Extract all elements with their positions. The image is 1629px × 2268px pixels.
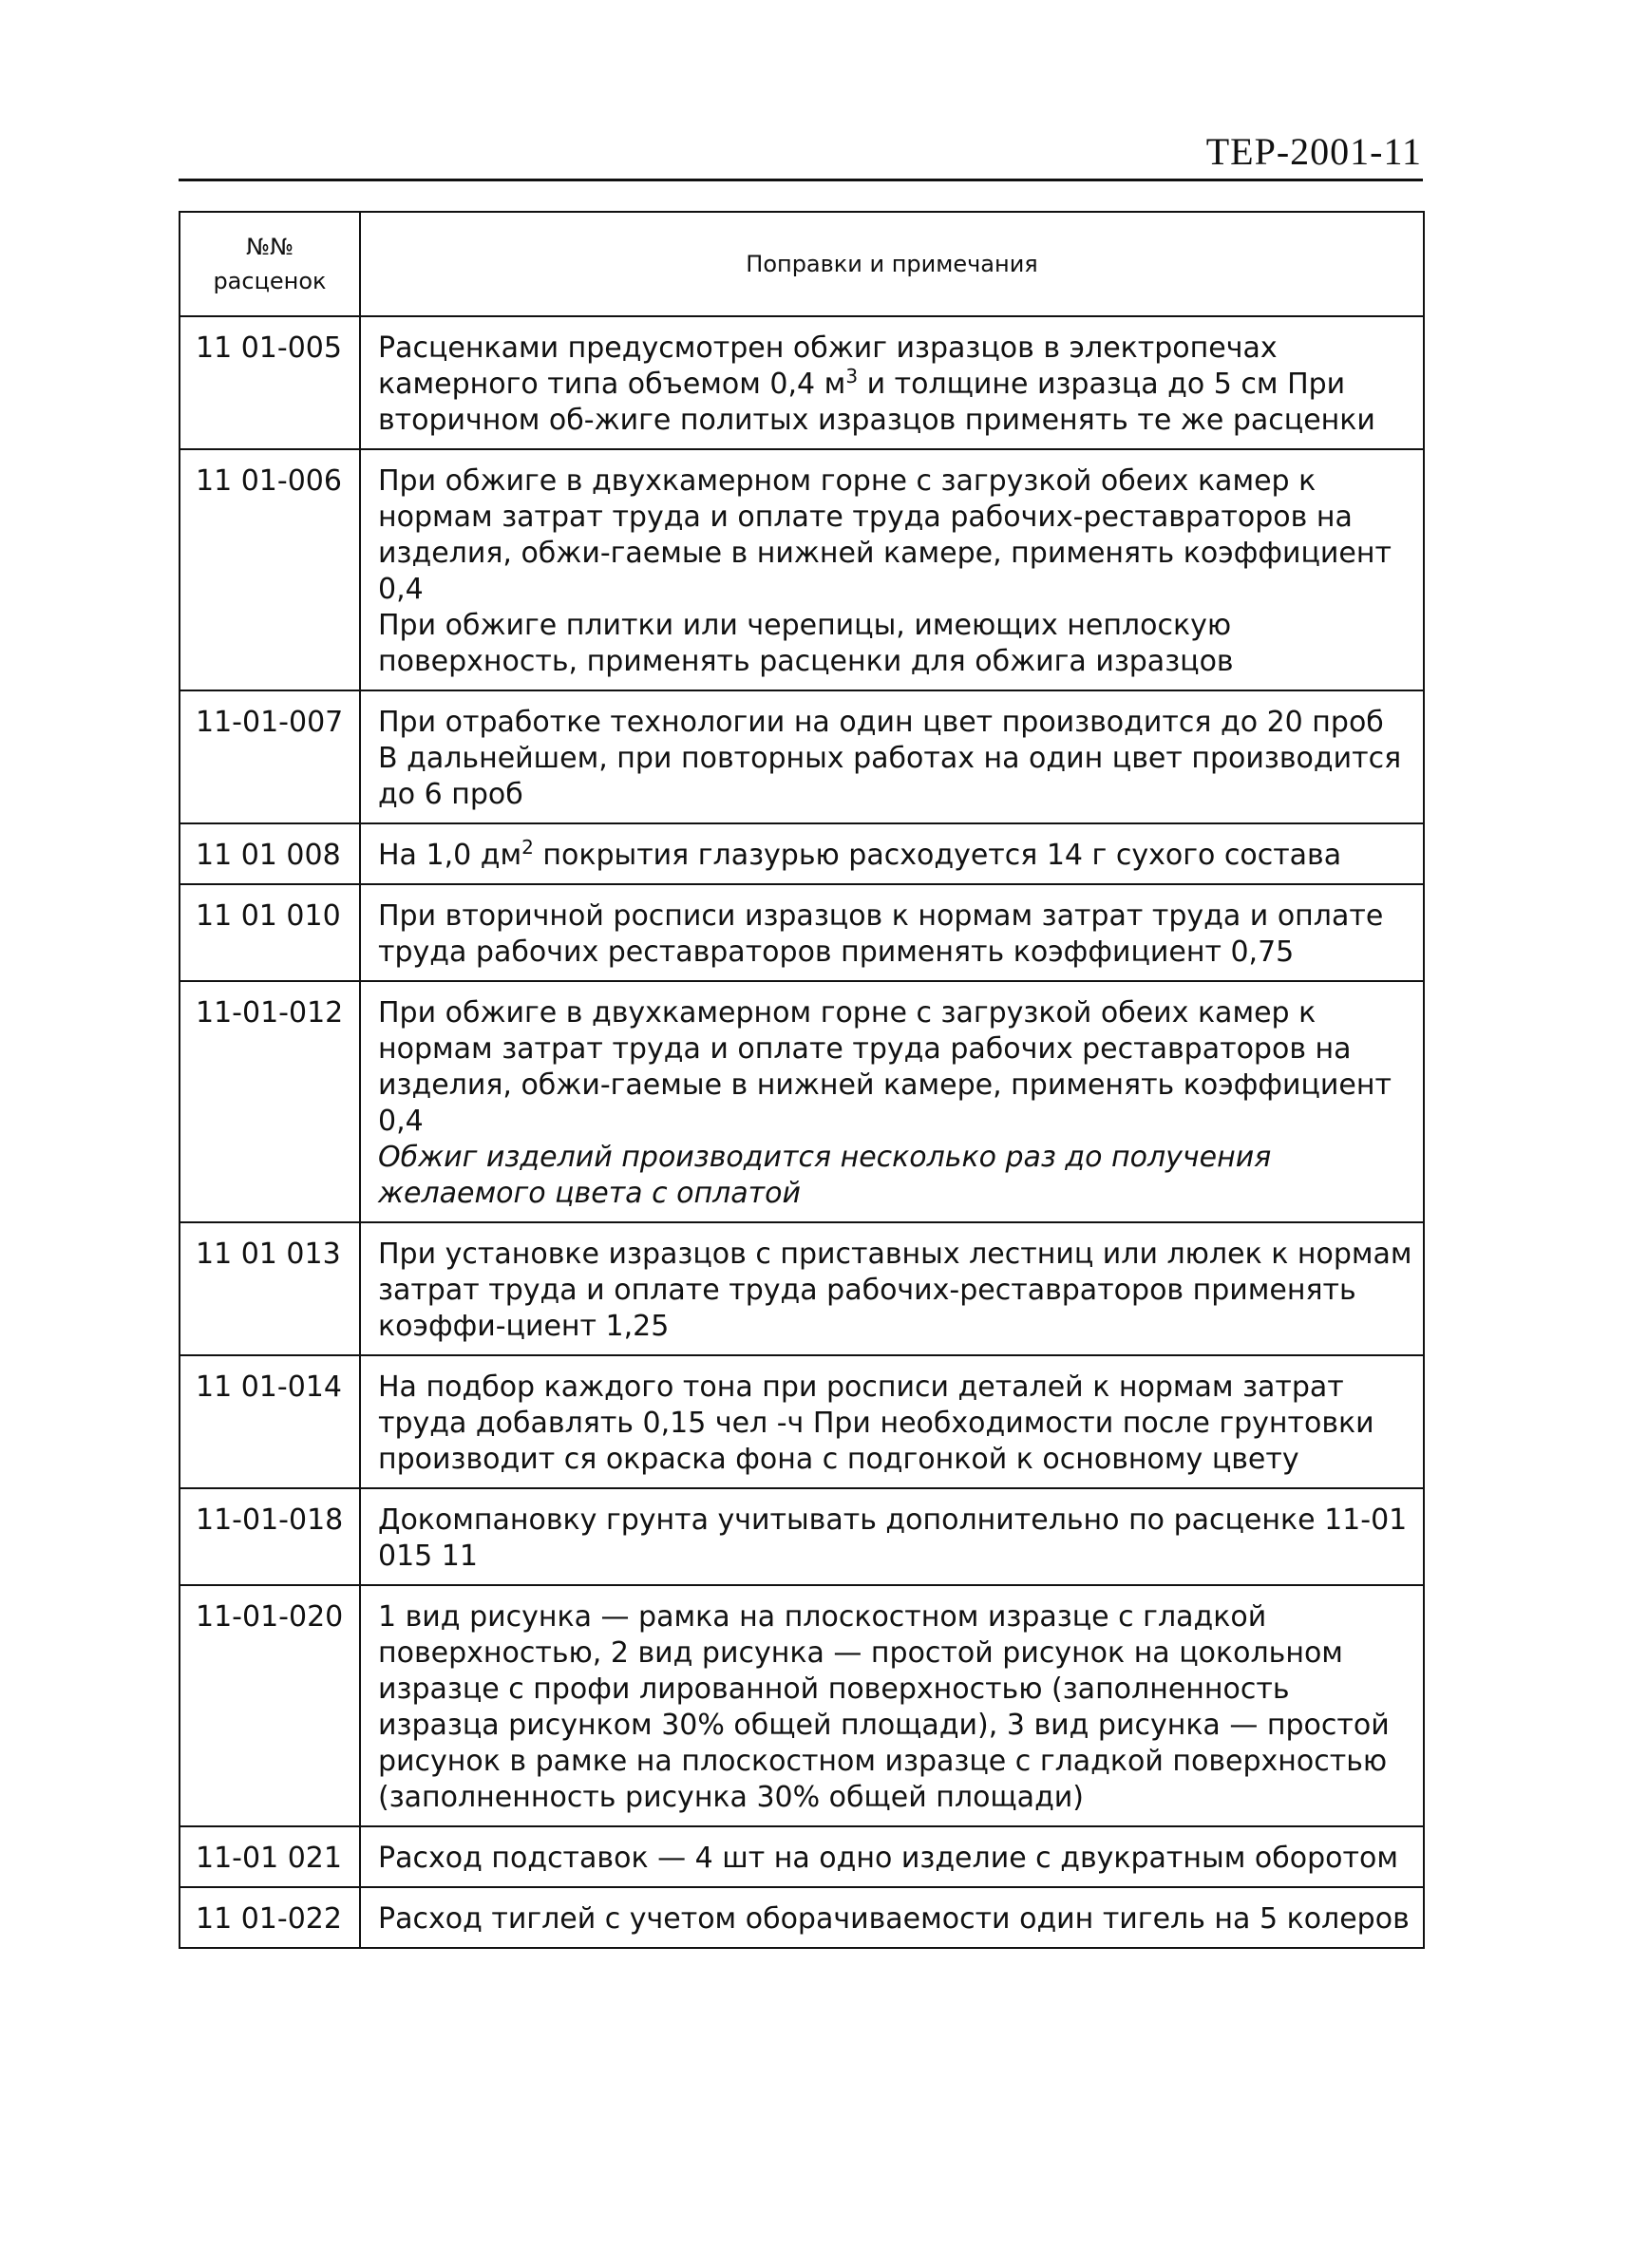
rate-code: 11 01 013 bbox=[180, 1222, 360, 1355]
rate-code: 11 01 010 bbox=[180, 884, 360, 981]
rate-note bbox=[360, 1826, 1424, 1887]
rate-code: 11-01-018 bbox=[180, 1488, 360, 1585]
rate-note bbox=[360, 823, 1424, 884]
rate-code: 11 01-005 bbox=[180, 316, 360, 449]
table-body bbox=[180, 316, 1424, 1948]
table-row bbox=[180, 823, 1424, 884]
note-text: На подбор каждого тона при росписи деталей к нормам затрат труда добавлять 0,15 чел -ч При необходимости после грунтовки производит ся окраска фона с подгонкой к основному цвету bbox=[378, 1370, 1374, 1476]
table-row bbox=[180, 1222, 1424, 1355]
rate-code: 11-01-012 bbox=[180, 981, 360, 1222]
table-row bbox=[180, 1355, 1424, 1488]
note-paragraph bbox=[378, 1370, 1417, 1478]
note-paragraph bbox=[378, 1841, 1417, 1877]
table-row bbox=[180, 884, 1424, 981]
table-row bbox=[180, 1826, 1424, 1887]
rate-code: 11 01-022 bbox=[180, 1887, 360, 1948]
note-paragraph bbox=[378, 1140, 1417, 1212]
table-header-row bbox=[180, 212, 1424, 316]
rate-code: 11 01 008 bbox=[180, 823, 360, 884]
rate-note bbox=[360, 981, 1424, 1222]
rate-code: 11-01-020 bbox=[180, 1585, 360, 1826]
header-notes-column: Поправки и примечания bbox=[360, 212, 1424, 316]
rate-note bbox=[360, 1222, 1424, 1355]
note-paragraph bbox=[378, 1237, 1417, 1345]
table-row bbox=[180, 1887, 1424, 1948]
rate-code: 11-01 021 bbox=[180, 1826, 360, 1887]
rate-code: 11 01-006 bbox=[180, 449, 360, 690]
rate-note bbox=[360, 316, 1424, 449]
note-paragraph bbox=[378, 463, 1417, 608]
note-text: При установке изразцов с приставных лестниц или люлек к нормам затрат труда и оплате труда рабочих-реставраторов применять коэффи-циент 1,25 bbox=[378, 1238, 1412, 1343]
notes-table bbox=[179, 211, 1425, 1949]
table-row bbox=[180, 690, 1424, 823]
table-row bbox=[180, 981, 1424, 1222]
note-text: Докомпановку грунта учитывать дополнительно по расценке 11-01 015 11 bbox=[378, 1503, 1408, 1573]
rate-note bbox=[360, 1887, 1424, 1948]
table-row bbox=[180, 1488, 1424, 1585]
rate-note bbox=[360, 1355, 1424, 1488]
note-paragraph bbox=[378, 838, 1417, 874]
note-paragraph bbox=[378, 995, 1417, 1140]
header-rule bbox=[179, 179, 1423, 181]
document-code: ТЕР-2001-11 bbox=[1205, 130, 1422, 173]
rate-note bbox=[360, 1585, 1424, 1826]
note-paragraph bbox=[378, 331, 1417, 439]
rate-note bbox=[360, 690, 1424, 823]
note-text: Расценками предусмотрен обжиг изразцов в электропечах камерного типа объемом 0,4 м bbox=[378, 331, 1278, 401]
table-row bbox=[180, 1585, 1424, 1826]
note-text: 1 вид рисунка — рамка на плоскостном изразце с гладкой поверхностью, 2 вид рисунка — простой рисунок на цокольном изразце с профи лированной поверхностью (заполненность изразца рисунком 30% общей площади), 3 вид рисунка — простой рисунок в рамке на плоскостном изразце с гладкой поверхностью (заполненность рисунка 30% общей площади) bbox=[378, 1600, 1390, 1814]
note-text: При отработке технологии на один цвет производится до 20 проб bbox=[378, 706, 1384, 739]
note-paragraph bbox=[378, 898, 1417, 971]
note-paragraph bbox=[378, 1901, 1417, 1937]
note-text: На 1,0 дм bbox=[378, 839, 522, 872]
note-text: При обжиге в двухкамерном горне с загрузкой обеих камер к нормам затрат труда и оплате труда рабочих-реставраторов на изделия, обжи-гаемые в нижней камере, применять коэффициент 0,4 bbox=[378, 464, 1392, 606]
table-row bbox=[180, 316, 1424, 449]
note-text: При обжиге плитки или черепицы, имеющих неплоскую поверхность, применять расценки для обжига изразцов bbox=[378, 609, 1234, 678]
note-text-continued: и толщине изразца до 5 см При вторичном об-жиге политых изразцов применять те же расценки bbox=[378, 368, 1375, 437]
rate-note bbox=[360, 449, 1424, 690]
note-paragraph bbox=[378, 1599, 1417, 1816]
notes-table-wrapper bbox=[179, 211, 1423, 1949]
rate-code: 11-01-007 bbox=[180, 690, 360, 823]
header-code-column bbox=[180, 212, 360, 316]
rate-code: 11 01-014 bbox=[180, 1355, 360, 1488]
rate-note bbox=[360, 1488, 1424, 1585]
note-paragraph bbox=[378, 608, 1417, 680]
note-text: Обжиг изделий производится несколько раз до получения желаемого цвета с оплатой bbox=[378, 1141, 1272, 1210]
note-text: В дальнейшем, при повторных работах на один цвет производится до 6 проб bbox=[378, 742, 1402, 811]
note-text: Расход тиглей с учетом оборачиваемости один тигель на 5 колеров bbox=[378, 1902, 1410, 1936]
table-row bbox=[180, 449, 1424, 690]
superscript-exponent: 2 bbox=[521, 836, 534, 859]
note-text: При обжиге в двухкамерном горне с загрузкой обеих камер к нормам затрат труда и оплате труда рабочих реставраторов на изделия, обжи-гаемые в нижней камере, применять коэффициент 0,4 bbox=[378, 996, 1392, 1138]
note-text-continued: покрытия глазурью расходуется 14 г сухого состава bbox=[533, 839, 1342, 872]
superscript-exponent: 3 bbox=[845, 365, 859, 387]
note-paragraph bbox=[378, 705, 1417, 741]
header-code-label: №№ расценок bbox=[213, 234, 327, 294]
note-paragraph bbox=[378, 741, 1417, 813]
note-paragraph bbox=[378, 1503, 1417, 1575]
note-text: При вторичной росписи изразцов к нормам затрат труда и оплате труда рабочих реставраторов применять коэффициент 0,75 bbox=[378, 899, 1384, 969]
note-text: Расход подставок — 4 шт на одно изделие с двукратным оборотом bbox=[378, 1842, 1398, 1875]
rate-note bbox=[360, 884, 1424, 981]
